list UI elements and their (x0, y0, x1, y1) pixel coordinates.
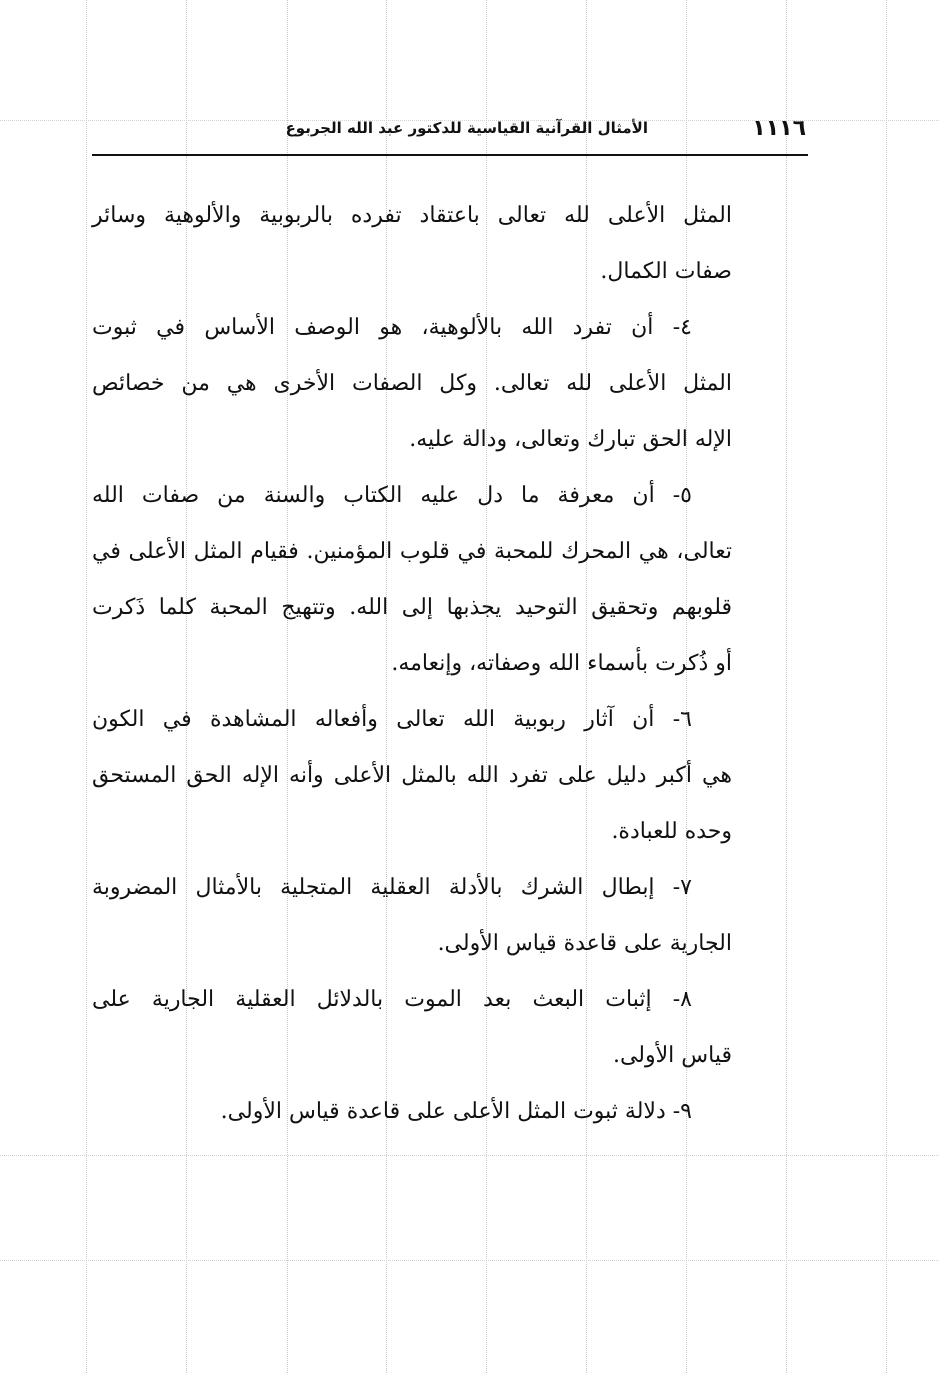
scan-gridline (786, 0, 787, 1373)
text-line: المثل الأعلى لله تعالى. وكل الصفات الأخرى هي من خصائص (92, 371, 732, 396)
text-line: الإله الحق تبارك وتعالى، ودالة عليه. (409, 427, 732, 452)
running-title: الأمثال القرآنية القياسية للدكتور عبد الله الجربوع (285, 119, 648, 137)
scan-gridline (0, 1155, 939, 1156)
page-number: ١١١٦ (752, 116, 806, 141)
text-line: ٦- أن آثار ربوبية الله تعالى وأفعاله المشاهدة في الكون (92, 707, 692, 732)
text-line: ٤- أن تفرد الله بالألوهية، هو الوصف الأساس في ثبوت (92, 315, 692, 340)
text-line: تعالى، هي المحرك للمحبة في قلوب المؤمنين. فقيام المثل الأعلى في (92, 539, 732, 564)
text-line: ٨- إثبات البعث بعد الموت بالدلائل العقلية الجارية على (92, 987, 692, 1012)
scan-gridline (886, 0, 887, 1373)
text-line: وحده للعبادة. (611, 819, 732, 844)
text-line: صفات الكمال. (600, 259, 732, 284)
text-line: ٥- أن معرفة ما دل عليه الكتاب والسنة من صفات الله (92, 483, 692, 508)
text-line: ٧- إبطال الشرك بالأدلة العقلية المتجلية بالأمثال المضروبة (92, 875, 692, 900)
body-text (92, 188, 732, 1140)
text-line: الجارية على قاعدة قياس الأولى. (437, 931, 732, 956)
scan-gridline (86, 0, 87, 1373)
text-line: قلوبهم وتحقيق التوحيد يجذبها إلى الله. وتتهيج المحبة كلما ذَكرت (92, 595, 732, 620)
text-line: أو ذُكرت بأسماء الله وصفاته، وإنعامه. (391, 651, 732, 676)
scan-gridline (0, 1260, 939, 1261)
text-line: هي أكبر دليل على تفرد الله بالمثل الأعلى وأنه الإله الحق المستحق (92, 763, 732, 788)
text-line: قياس الأولى. (612, 1043, 732, 1068)
page-header (92, 116, 808, 156)
text-line: المثل الأعلى لله تعالى باعتقاد تفرده بالربوبية والألوهية وسائر (92, 203, 732, 228)
text-line: ٩- دلالة ثبوت المثل الأعلى على قاعدة قياس الأولى. (220, 1099, 692, 1124)
